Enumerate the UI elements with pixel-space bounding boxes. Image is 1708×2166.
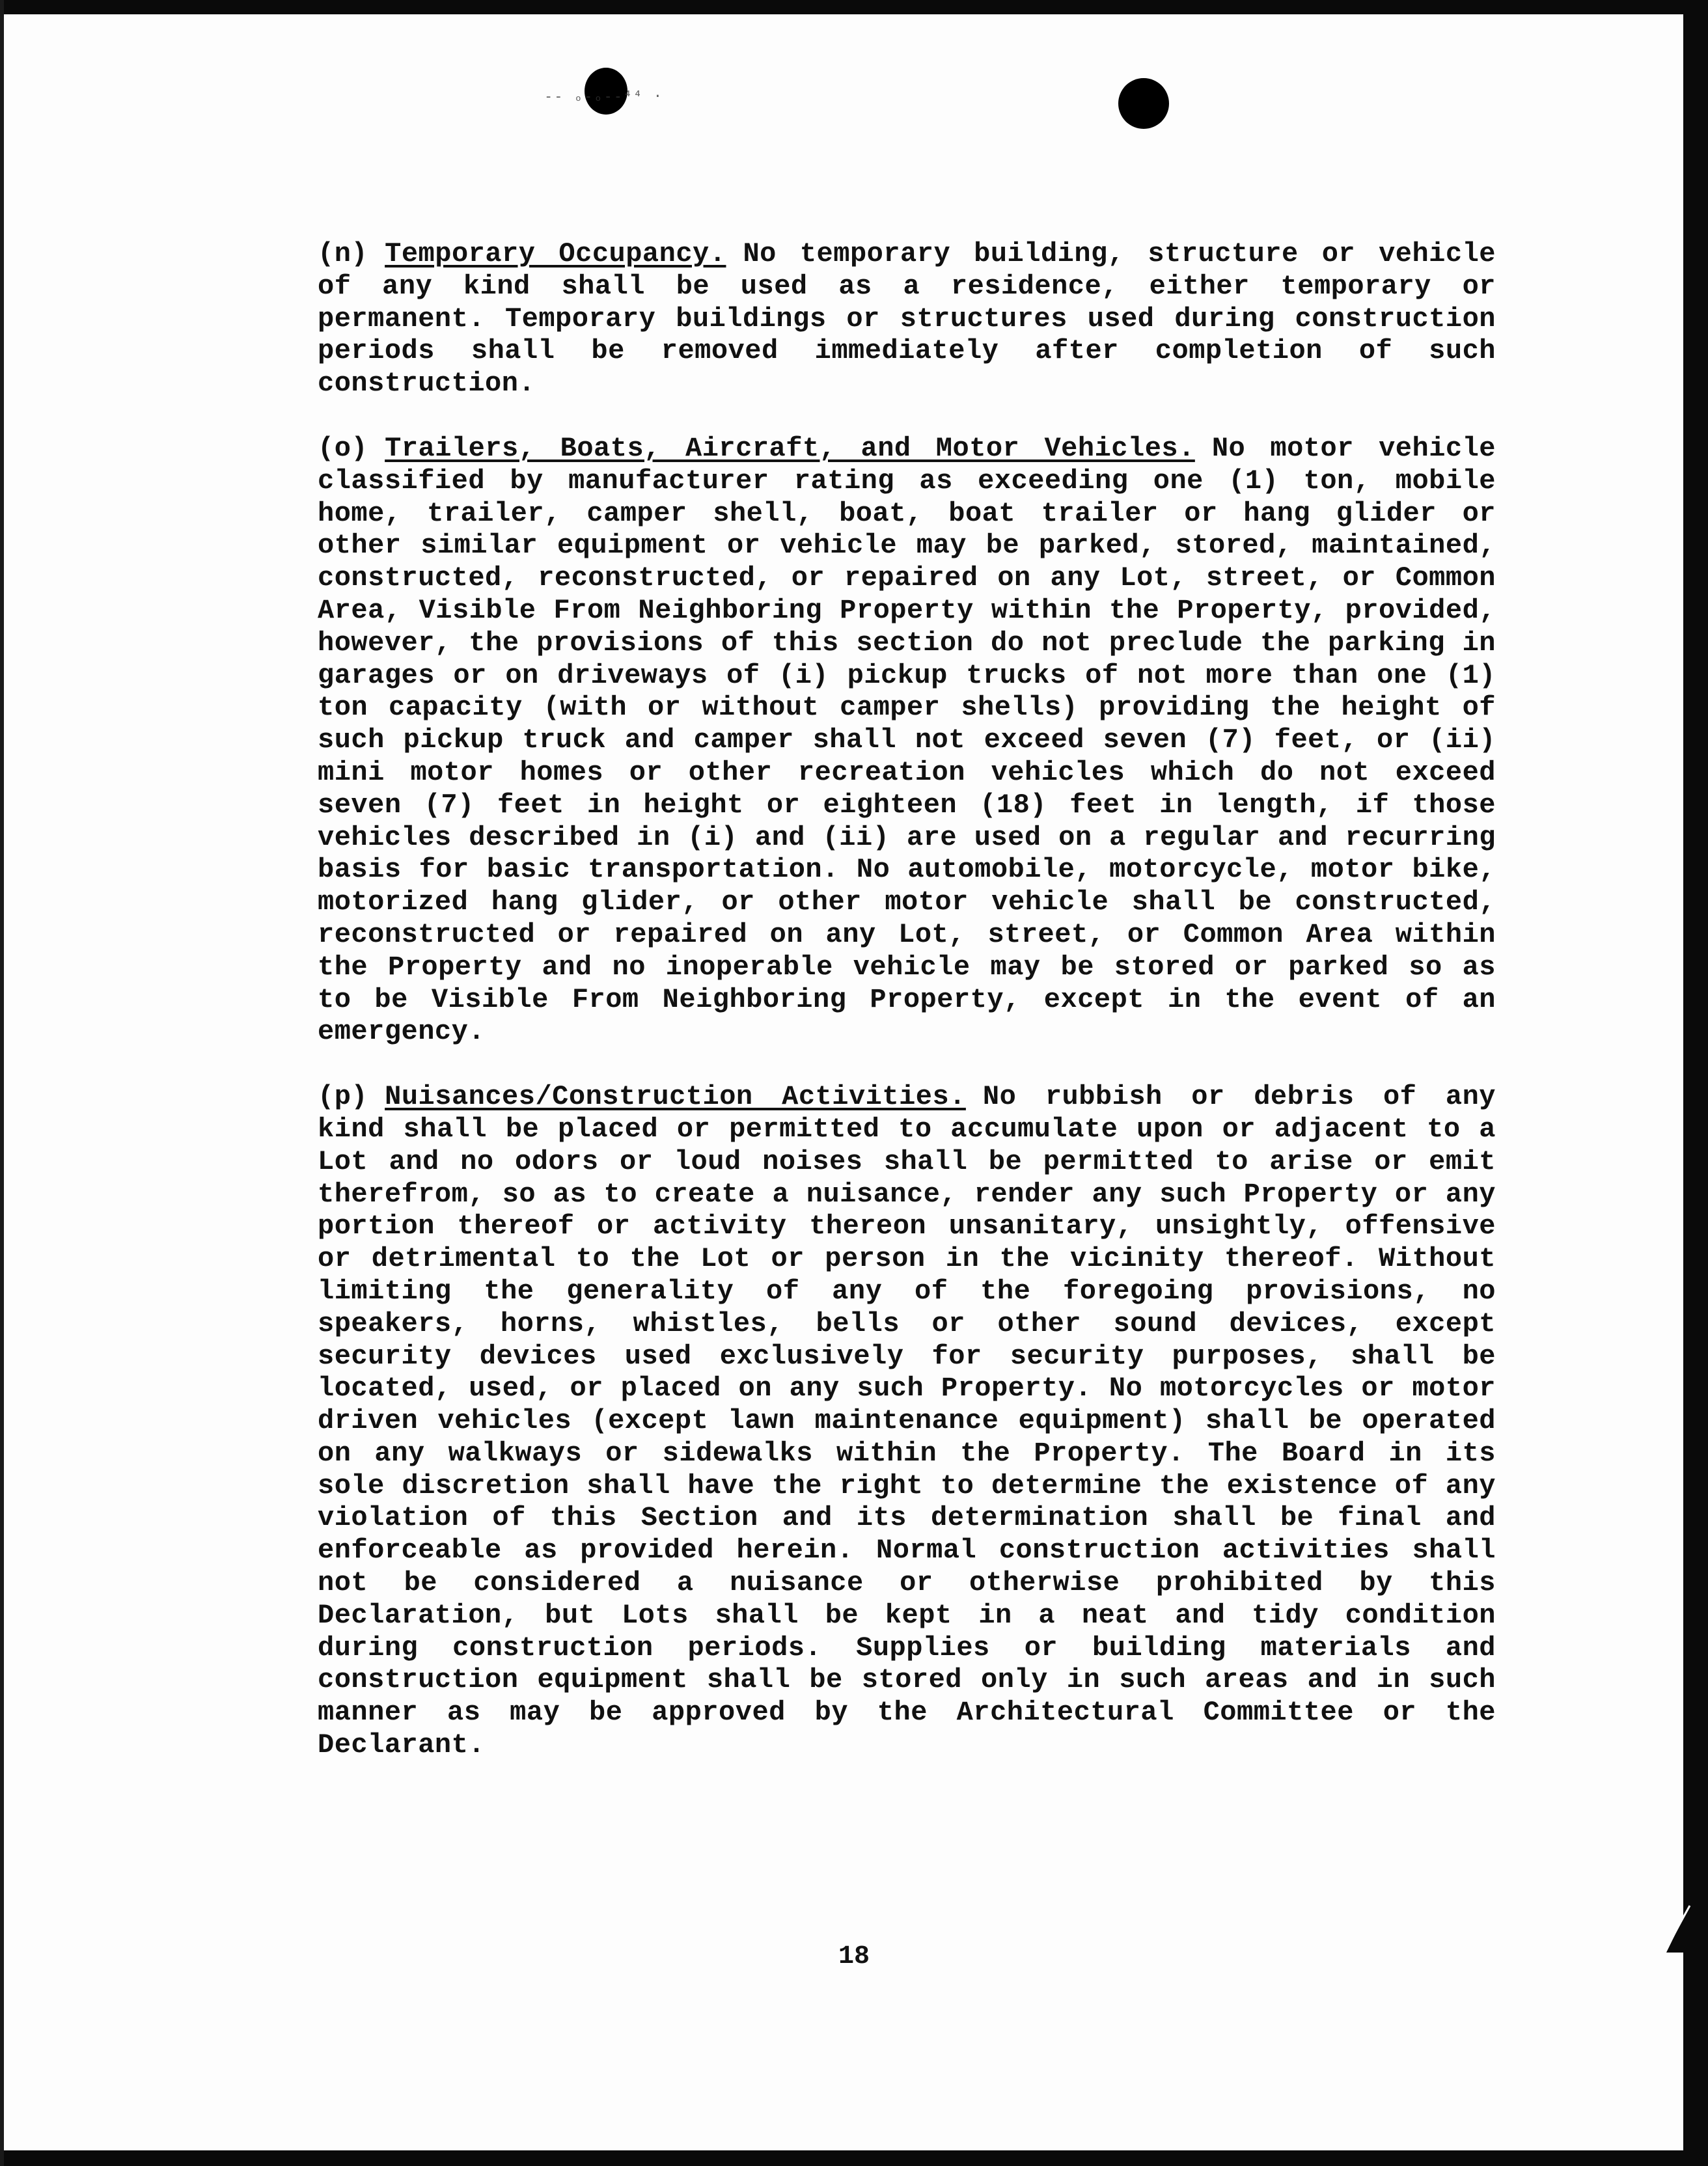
section-label: (n) — [318, 238, 368, 269]
section-heading: Temporary Occupancy. — [385, 238, 726, 269]
section-n — [318, 238, 1496, 400]
scan-edge-bottom — [0, 2150, 1708, 2166]
section-text: No motor vehicle classified by manufacturer rating as exceeding one (1) ton, mobile home, trailer, camper shell, boat, boat trailer or hang glider or other similar equipment or vehicle may be parked, stored, maintained, constructed, reconstructed, or repaired on any Lot, street, or Common Area, Visible From Neighboring Property within the Property, provided, however, the provisions of this section do not preclude the parking in garages or on driveways of (i) pickup trucks of not more than one (1) ton capacity (with or without camper shells) providing the height of such pickup truck and camper shall not exceed seven (7) feet, or (ii) mini motor homes or other recreation vehicles which do not exceed seven (7) feet in height or eighteen (18) feet in length, if those vehicles described in (i) and (ii) are used on a regular and recurring basis for basic transportation. No automobile, motorcycle, motor bike, motorized hang glider, or other motor vehicle shall be constructed, reconstructed or repaired on any Lot, street, or Common Area within the Property and no inoperable vehicle may be stored or parked so as to be Visible From Neighboring Property, except in the event of an emergency. — [318, 432, 1496, 1048]
section-heading: Trailers, Boats, Aircraft, and Motor Vehicles. — [385, 432, 1195, 464]
page-corner-curl-icon — [1666, 1900, 1692, 1953]
scan-edge-top — [0, 0, 1708, 14]
section-label: (o) — [318, 432, 368, 464]
section-text: No temporary building, structure or vehicle of any kind shall be used as a residence, either temporary or permanent. Temporary buildings or structures used during construction periods shall be removed immediately after completion of such construction. — [318, 238, 1496, 400]
section-label: (p) — [318, 1081, 368, 1113]
section-p — [318, 1081, 1496, 1762]
section-text: No rubbish or debris of any kind shall be placed or permitted to accumulate upon or adjacent to a Lot and no odors or loud noises shall be permitted to arise or emit therefrom, so as to create a nuisance, render any such Property or any portion thereof or activity thereon unsanitary, unsightly, offensive or detrimental to the Lot or person in the vicinity thereof. Without limiting the generality of any of the foregoing provisions, no speakers, horns, whistles, bells or other sound devices, except security devices used exclusively for security purposes, shall be located, used, or placed on any such Property. No motorcycles or motor driven vehicles (except lawn maintenance equipment) shall be operated on any walkways or sidewalks within the Property. The Board in its sole discretion shall have the right to determine the existence of any violation of this Section and its determination shall be final and enforceable as provided herein. Normal construction activities shall not be considered a nuisance or otherwise prohibited by this Declaration, but Lots shall be kept in a neat and tidy condition during construction periods. Supplies or building materials and construction equipment shall be stored only in such areas and in such manner as may be approved by the Architectural Committee or the Declarant. — [318, 1081, 1496, 1761]
scan-edge-right — [1683, 0, 1708, 2166]
document-body — [318, 238, 1496, 1794]
section-heading: Nuisances/Construction Activities. — [385, 1081, 966, 1113]
punch-hole-right — [1118, 78, 1169, 129]
scan-smudge-text: -- ₒ-ₒ--⁴⁴ · — [544, 89, 663, 105]
page-number: 18 — [838, 1942, 870, 1971]
section-o — [318, 433, 1496, 1049]
scan-edge-left — [0, 0, 4, 2166]
